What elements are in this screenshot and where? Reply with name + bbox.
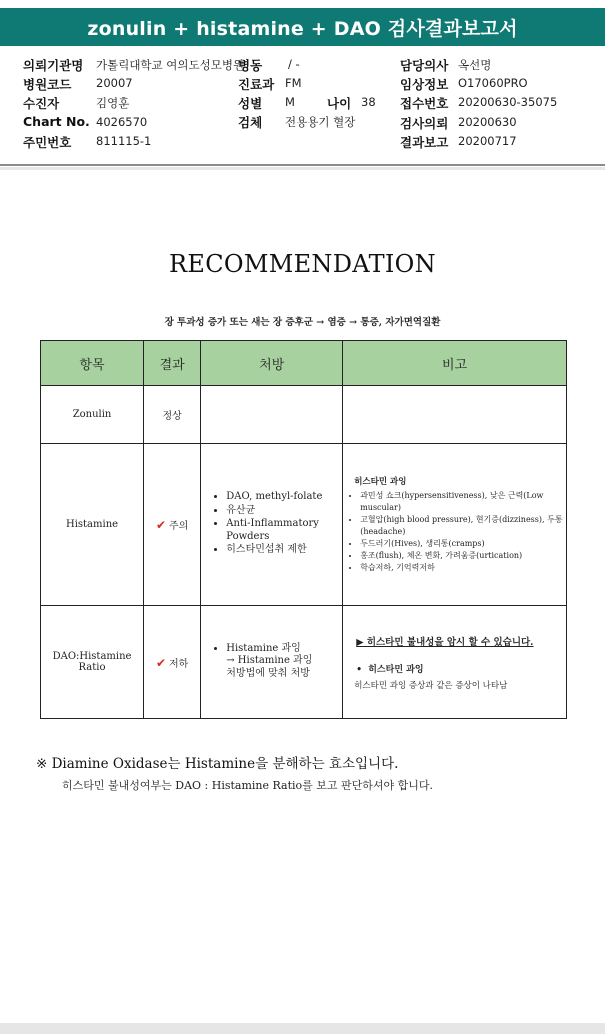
- histamine-result: 주의: [169, 521, 189, 532]
- sex-value: M: [285, 95, 295, 109]
- histamine-result-cell: [144, 444, 201, 606]
- header-separator-shadow: [0, 167, 605, 170]
- list-item: • 유산균: [226, 505, 341, 518]
- report-date-label: 결과보고: [400, 135, 449, 150]
- ratio-prescription-list: [202, 643, 341, 681]
- recommendation-heading: RECOMMENDATION: [169, 250, 436, 278]
- ratio-prescription-line1: • Histamine 과잉: [226, 642, 301, 654]
- request-org-label: 의뢰기관명: [23, 58, 84, 73]
- ratio-item-line2: Ratio: [78, 662, 106, 673]
- hospital-code-label: 병원코드: [23, 77, 72, 92]
- list-item: • 과민성 쇼크(hypersensitiveness), 낮은 근력(Low muscular): [360, 490, 565, 514]
- dept-value: FM: [285, 76, 302, 90]
- clinical-info-value: O17060PRO: [458, 76, 528, 90]
- specimen-label: 검체: [238, 115, 263, 130]
- recommendation-subtitle: 장 투과성 증가 또는 새는 장 증후군 → 염증 → 통증, 자가면역질환: [164, 317, 441, 328]
- ratio-prescription-line2: → Histamine 과잉: [226, 655, 313, 667]
- specimen-value: 전용용기 혈장: [285, 115, 356, 129]
- zonulin-note: [343, 386, 567, 444]
- ratio-prescription-cell: [201, 606, 343, 719]
- resident-no-value: 811115-1: [96, 134, 152, 148]
- footnote-line2: 히스타민 불내성여부는 DAO : Histamine Ratio를 보고 판단하셔야 합니다.: [62, 779, 434, 792]
- histamine-note-list: [344, 490, 565, 574]
- resident-no-label: 주민번호: [23, 135, 72, 150]
- check-icon: ✔: [155, 518, 167, 532]
- histamine-note-title: 히스타민 과잉: [354, 477, 407, 487]
- ratio-note-line3: 히스타민 과잉 증상과 같은 증상이 나타남: [354, 680, 508, 691]
- check-icon: ✔: [155, 655, 167, 670]
- ratio-item-cell: [41, 606, 144, 719]
- ratio-item-line1: DAO:Histamine: [52, 651, 132, 662]
- list-item: • 히스타민섭취 제한: [226, 544, 341, 557]
- table-row-ratio: [41, 606, 567, 719]
- histamine-prescription-list: [202, 491, 341, 557]
- ward-label: 병동: [238, 58, 263, 73]
- list-item: • Anti-Inflammatory Powders: [226, 518, 341, 543]
- histamine-note-cell: [343, 444, 567, 606]
- header-item: 항목: [41, 341, 144, 386]
- bottom-bar: [0, 1023, 605, 1034]
- sex-label: 성별: [238, 96, 263, 111]
- header-separator: [0, 164, 605, 166]
- histamine-prescription-cell: [201, 444, 343, 606]
- ratio-result: 저하: [169, 658, 189, 670]
- list-item: [226, 643, 341, 681]
- test-request-value: 20200630: [458, 115, 517, 129]
- clinical-info-label: 임상정보: [400, 77, 449, 92]
- footnote-line1: ※ Diamine Oxidase는 Histamine을 분해하는 효소입니다.: [36, 756, 399, 772]
- dept-label: 진료과: [238, 77, 275, 92]
- header-result: 결과: [144, 341, 201, 386]
- chart-no-value: 4026570: [96, 115, 148, 129]
- report-title-bar: [0, 8, 605, 46]
- report-date-value: 20200717: [458, 134, 517, 148]
- list-item: • 학습저하, 기억력저하: [360, 562, 565, 574]
- age-label: 나이: [327, 96, 352, 111]
- zonulin-result: 정상: [144, 386, 201, 444]
- zonulin-prescription: [201, 386, 343, 444]
- receipt-no-value: 20200630-35075: [458, 95, 558, 109]
- receipt-no-label: 접수번호: [400, 96, 449, 111]
- hospital-code-value: 20007: [96, 76, 133, 90]
- ratio-note-cell: [343, 606, 567, 719]
- table-row-zonulin: [41, 386, 567, 444]
- table-row-histamine: [41, 444, 567, 606]
- ratio-note-line1: ▶ 히스타민 불내성을 암시 할 수 있습니다.: [356, 636, 534, 648]
- patient-label: 수진자: [23, 96, 60, 111]
- header-note: 비고: [343, 341, 567, 386]
- header-prescription: 처방: [201, 341, 343, 386]
- ratio-prescription-line3: 처방법에 맞춰 처방: [226, 667, 310, 679]
- request-org-value: 가톨릭대학교 여의도성모병원: [96, 58, 245, 72]
- report-title: zonulin + histamine + DAO 검사결과보고서: [87, 17, 518, 40]
- doctor-label: 담당의사: [400, 58, 449, 73]
- recommendation-table: [40, 340, 567, 719]
- patient-info-panel: [0, 54, 605, 166]
- test-request-label: 검사의뢰: [400, 116, 449, 131]
- ratio-note-line2-wrap: • 히스타민 과잉: [356, 664, 424, 675]
- ratio-result-cell: [144, 606, 201, 719]
- age-value: 38: [361, 95, 376, 109]
- chart-no-label: Chart No.: [23, 114, 90, 129]
- patient-value: 김영훈: [96, 96, 130, 110]
- zonulin-item: Zonulin: [41, 386, 144, 444]
- histamine-item: Histamine: [41, 444, 144, 606]
- list-item: • 고혈압(high blood pressure), 현기증(dizziness), 두통(headache): [360, 514, 565, 538]
- list-item: • 두드러기(Hives), 생리통(cramps): [360, 538, 565, 550]
- list-item: • 홍조(flush), 체온 변화, 가려움증(urtication): [360, 550, 565, 562]
- list-item: • DAO, methyl-folate: [226, 491, 341, 504]
- ward-value: / -: [288, 57, 300, 71]
- table-header-row: [41, 341, 567, 386]
- doctor-value: 옥선명: [458, 58, 492, 72]
- ratio-note-line2: 히스타민 과잉: [368, 664, 424, 675]
